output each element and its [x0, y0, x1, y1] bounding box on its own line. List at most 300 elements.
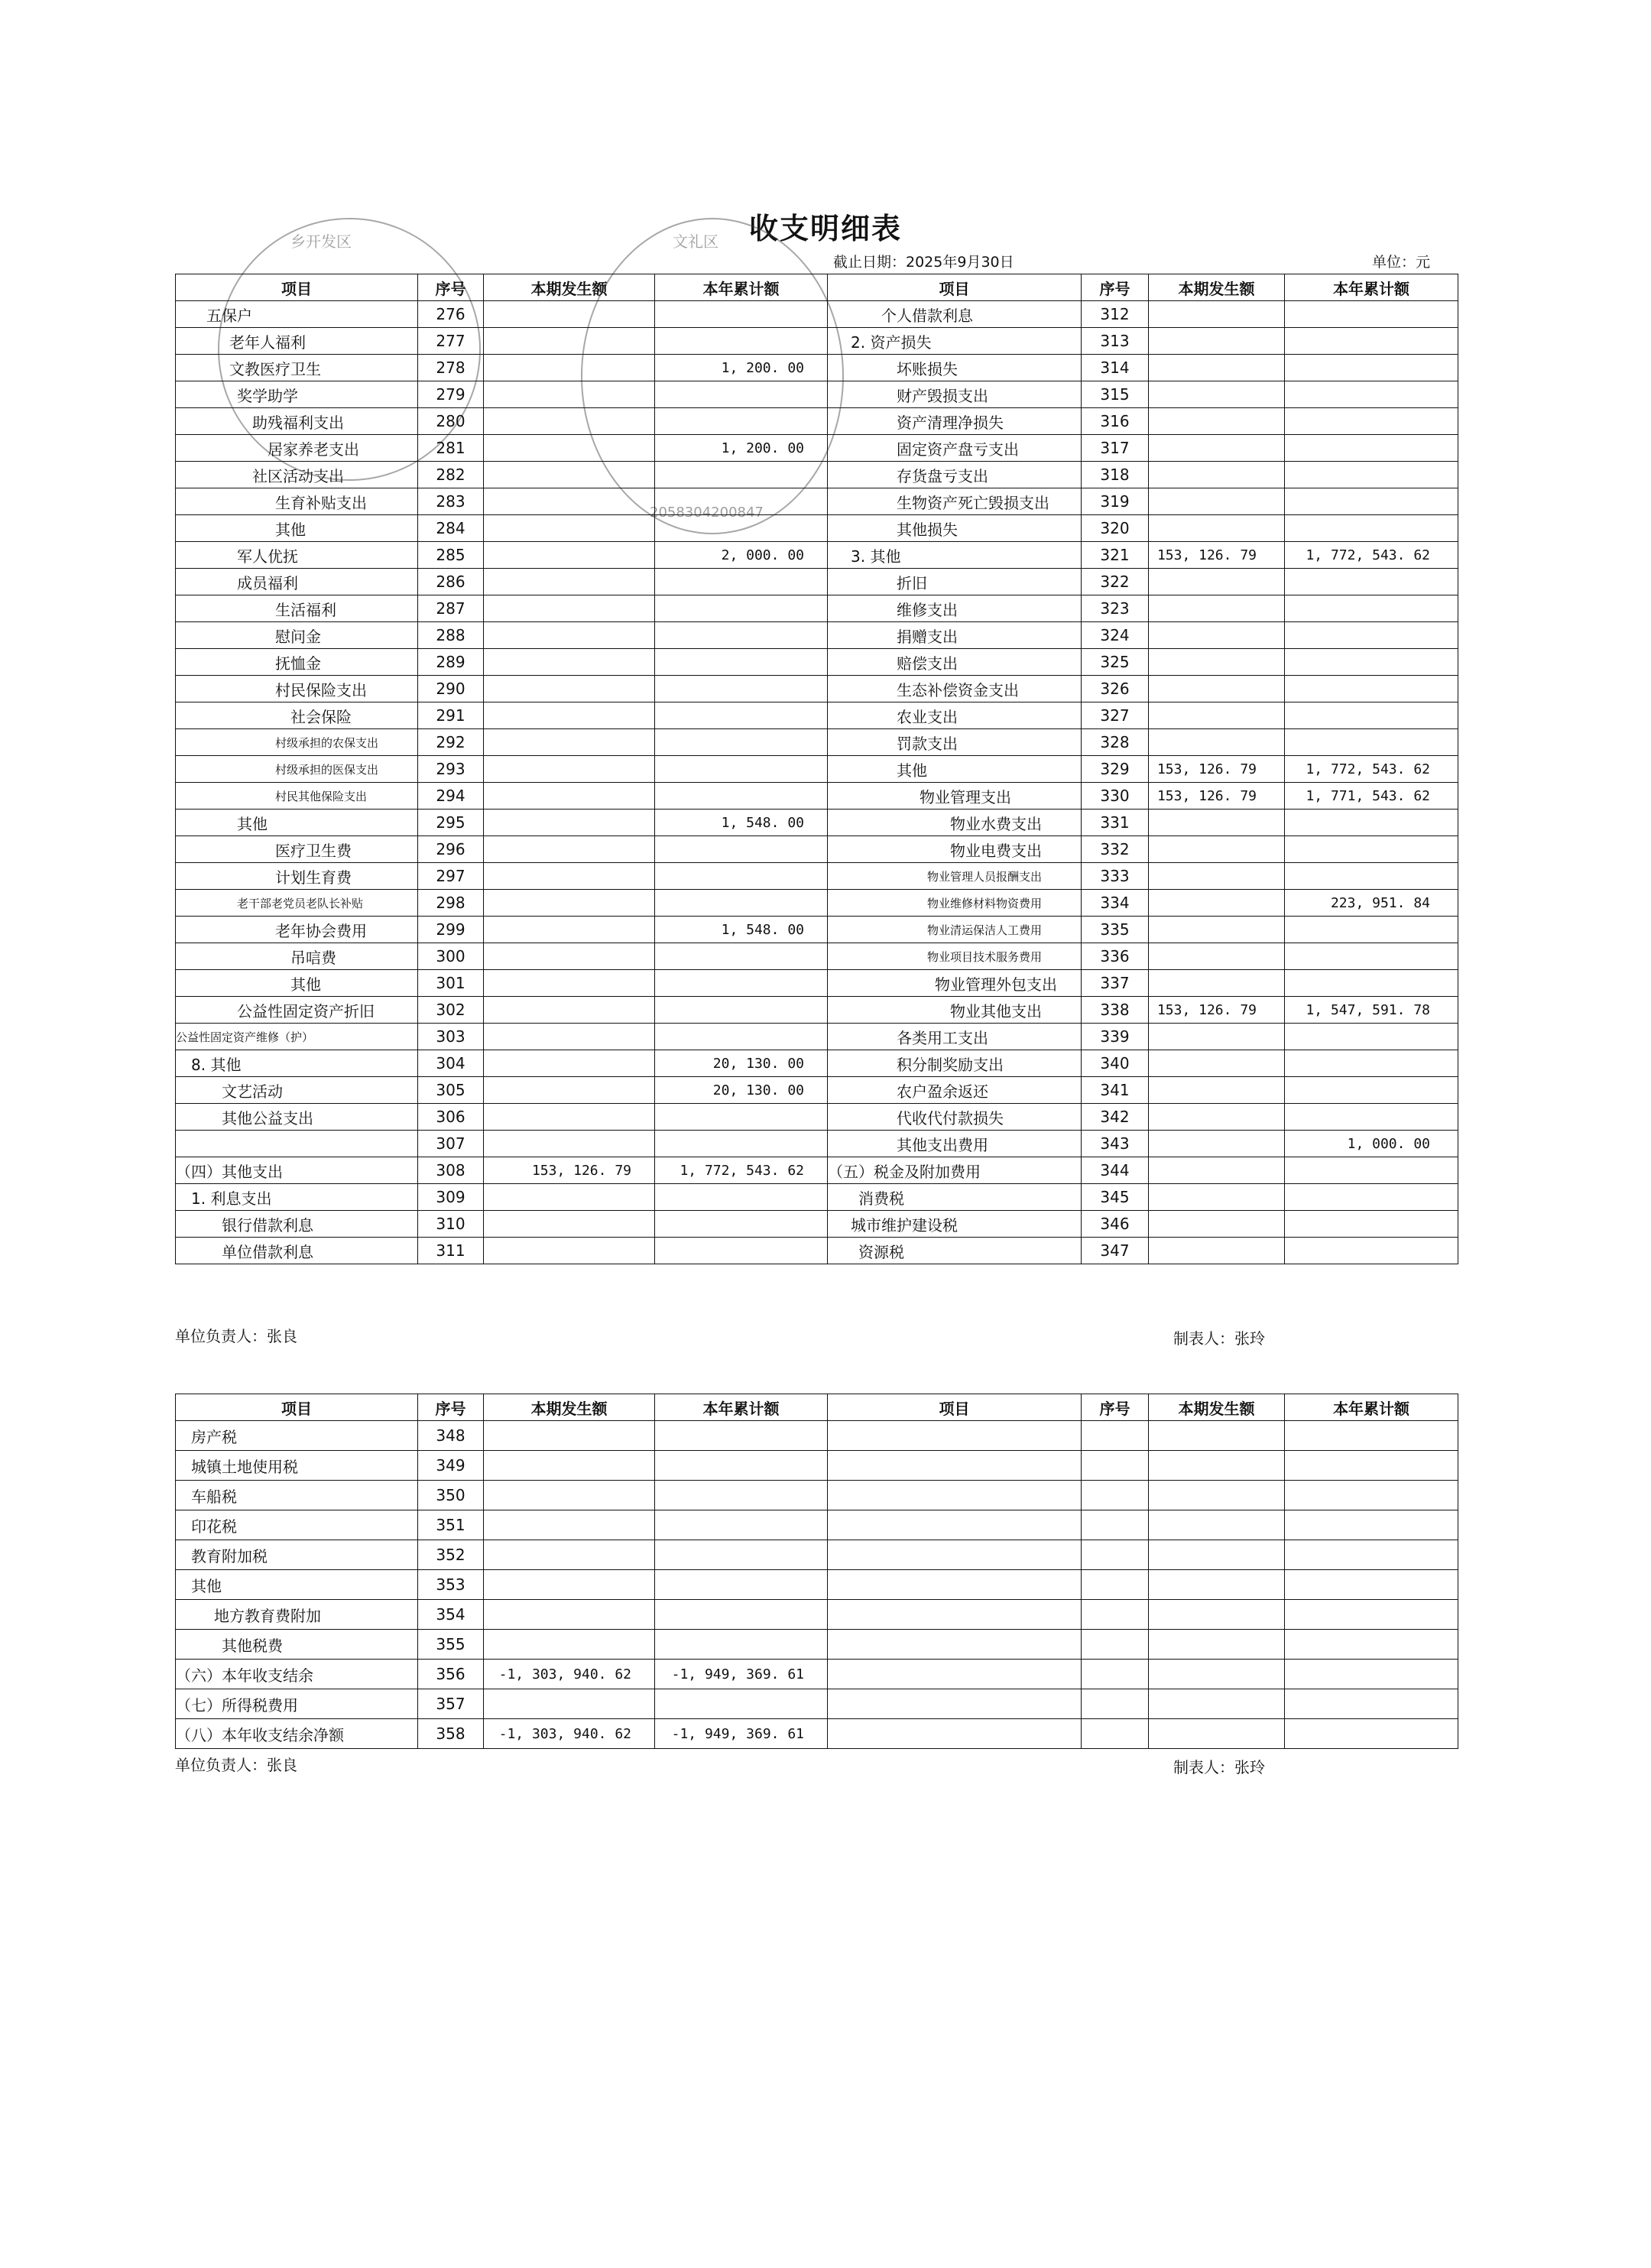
empty-cell — [828, 1451, 1082, 1481]
item-label: （四）其他支出 — [176, 1157, 418, 1184]
ytd-amount — [655, 1451, 828, 1481]
period-amount — [484, 783, 655, 810]
item-label: 抚恤金 — [176, 649, 418, 676]
seq-number: 352 — [418, 1540, 484, 1570]
header-ytd: 本年累计额 — [655, 1394, 828, 1421]
empty-cell — [1285, 1689, 1458, 1719]
seq-number: 288 — [418, 622, 484, 649]
seq-number: 314 — [1082, 355, 1149, 381]
empty-cell — [828, 1689, 1082, 1719]
table-row — [176, 1540, 1458, 1570]
item-label: 生态补偿资金支出 — [828, 676, 1082, 702]
period-amount — [1149, 462, 1285, 488]
period-amount — [484, 676, 655, 702]
period-amount — [1149, 488, 1285, 515]
seq-number: 330 — [1082, 783, 1149, 810]
seq-number: 356 — [418, 1660, 484, 1689]
ytd-amount — [655, 1689, 828, 1719]
seq-number: 350 — [418, 1481, 484, 1510]
ytd-amount: 1, 772, 543. 62 — [1285, 756, 1458, 783]
table-row — [176, 1510, 1458, 1540]
ytd-amount — [655, 1540, 828, 1570]
seq-number: 298 — [418, 890, 484, 917]
period-amount — [1149, 890, 1285, 917]
seq-number: 324 — [1082, 622, 1149, 649]
preparer: 制表人：张玲 — [1173, 1329, 1265, 1348]
empty-cell — [1149, 1510, 1285, 1540]
period-amount — [1149, 1211, 1285, 1238]
period-amount — [484, 729, 655, 756]
header-seq: 序号 — [1082, 274, 1149, 301]
item-label: 个人借款利息 — [828, 301, 1082, 328]
item-label: 房产税 — [176, 1421, 418, 1451]
item-label: 物业水费支出 — [828, 810, 1082, 836]
period-amount: -1, 303, 940. 62 — [484, 1660, 655, 1689]
empty-cell — [1285, 1600, 1458, 1630]
empty-cell — [1082, 1660, 1149, 1689]
empty-cell — [828, 1540, 1082, 1570]
seq-number: 341 — [1082, 1077, 1149, 1104]
ytd-amount — [655, 462, 828, 488]
unit-label: 单位：元 — [1372, 254, 1431, 271]
seq-number: 316 — [1082, 408, 1149, 435]
header-period: 本期发生额 — [484, 274, 655, 301]
seq-number: 322 — [1082, 569, 1149, 595]
item-label: 居家养老支出 — [176, 435, 418, 462]
ytd-amount — [655, 729, 828, 756]
table-row — [176, 1077, 1458, 1104]
seq-number: 331 — [1082, 810, 1149, 836]
item-label: 2. 资产损失 — [828, 328, 1082, 355]
empty-cell — [1149, 1451, 1285, 1481]
ytd-amount: 1, 200. 00 — [655, 355, 828, 381]
period-amount — [1149, 622, 1285, 649]
period-amount — [1149, 1184, 1285, 1211]
seq-number: 340 — [1082, 1050, 1149, 1077]
seq-number: 291 — [418, 702, 484, 729]
seq-number: 355 — [418, 1630, 484, 1660]
seq-number: 301 — [418, 970, 484, 997]
ytd-amount — [655, 676, 828, 702]
period-amount: 153, 126. 79 — [1149, 756, 1285, 783]
seq-number: 357 — [418, 1689, 484, 1719]
item-label: 赔偿支出 — [828, 649, 1082, 676]
period-amount — [484, 1421, 655, 1451]
period-amount — [484, 1451, 655, 1481]
ytd-amount: 223, 951. 84 — [1285, 890, 1458, 917]
header-item: 项目 — [176, 1394, 418, 1421]
period-amount — [1149, 355, 1285, 381]
period-amount — [1149, 1077, 1285, 1104]
ytd-amount — [1285, 943, 1458, 970]
period-amount — [484, 381, 655, 408]
ytd-amount — [655, 622, 828, 649]
table-row — [176, 542, 1458, 569]
empty-cell — [1149, 1719, 1285, 1749]
table-row — [176, 301, 1458, 328]
ytd-amount — [1285, 676, 1458, 702]
table-row — [176, 917, 1458, 943]
item-label: 五保户 — [176, 301, 418, 328]
period-amount — [484, 1540, 655, 1570]
item-label: 老年协会费用 — [176, 917, 418, 943]
header-period: 本期发生额 — [1149, 274, 1285, 301]
seq-number: 277 — [418, 328, 484, 355]
cutoff-date: 截止日期：2025年9月30日 — [833, 254, 1014, 271]
seq-number: 317 — [1082, 435, 1149, 462]
item-label — [176, 1131, 418, 1157]
item-label: 资源税 — [828, 1238, 1082, 1264]
header-ytd: 本年累计额 — [1285, 274, 1458, 301]
item-label: （八）本年收支结余净额 — [176, 1719, 418, 1749]
seq-number: 323 — [1082, 595, 1149, 622]
ytd-amount — [1285, 328, 1458, 355]
seq-number: 293 — [418, 756, 484, 783]
period-amount — [484, 462, 655, 488]
period-amount — [484, 542, 655, 569]
empty-cell — [1285, 1510, 1458, 1540]
period-amount — [484, 1131, 655, 1157]
ytd-amount — [655, 595, 828, 622]
period-amount — [1149, 836, 1285, 863]
period-amount — [1149, 569, 1285, 595]
item-label: 社会保险 — [176, 702, 418, 729]
ytd-amount: 1, 548. 00 — [655, 810, 828, 836]
period-amount — [1149, 943, 1285, 970]
empty-cell — [1285, 1540, 1458, 1570]
seq-number: 309 — [418, 1184, 484, 1211]
empty-cell — [1285, 1570, 1458, 1600]
item-label: （七）所得税费用 — [176, 1689, 418, 1719]
empty-cell — [1149, 1689, 1285, 1719]
seq-number: 292 — [418, 729, 484, 756]
table-row — [176, 408, 1458, 435]
item-label: 文艺活动 — [176, 1077, 418, 1104]
ytd-amount — [1285, 515, 1458, 542]
item-label: 物业管理支出 — [828, 783, 1082, 810]
ytd-amount — [655, 943, 828, 970]
item-label: 物业其他支出 — [828, 997, 1082, 1024]
seq-number: 294 — [418, 783, 484, 810]
period-amount — [484, 435, 655, 462]
seq-number: 312 — [1082, 301, 1149, 328]
ytd-amount: 20, 130. 00 — [655, 1077, 828, 1104]
ytd-amount — [1285, 970, 1458, 997]
table-row — [176, 783, 1458, 810]
ytd-amount — [1285, 1077, 1458, 1104]
header-seq: 序号 — [1082, 1394, 1149, 1421]
table-row — [176, 1421, 1458, 1451]
ytd-amount — [1285, 1184, 1458, 1211]
seq-number: 276 — [418, 301, 484, 328]
table-row — [176, 1131, 1458, 1157]
seq-number: 344 — [1082, 1157, 1149, 1184]
ytd-amount — [655, 408, 828, 435]
ytd-amount — [1285, 435, 1458, 462]
ytd-amount: 1, 547, 591. 78 — [1285, 997, 1458, 1024]
ytd-amount: 2, 000. 00 — [655, 542, 828, 569]
header-item: 项目 — [828, 274, 1082, 301]
item-label: 存货盘亏支出 — [828, 462, 1082, 488]
header-period: 本期发生额 — [1149, 1394, 1285, 1421]
item-label: 积分制奖励支出 — [828, 1050, 1082, 1077]
item-label: 固定资产盘亏支出 — [828, 435, 1082, 462]
empty-cell — [1285, 1630, 1458, 1660]
seq-number: 303 — [418, 1024, 484, 1050]
period-amount — [484, 622, 655, 649]
seq-number: 313 — [1082, 328, 1149, 355]
item-label: 物业电费支出 — [828, 836, 1082, 863]
ytd-amount — [1285, 1157, 1458, 1184]
item-label: 8. 其他 — [176, 1050, 418, 1077]
seq-number: 326 — [1082, 676, 1149, 702]
seq-number: 278 — [418, 355, 484, 381]
seq-number: 296 — [418, 836, 484, 863]
period-amount — [484, 1024, 655, 1050]
period-amount — [1149, 435, 1285, 462]
seq-number: 287 — [418, 595, 484, 622]
table-row — [176, 943, 1458, 970]
item-label: 城市维护建设税 — [828, 1211, 1082, 1238]
seq-number: 336 — [1082, 943, 1149, 970]
seq-number: 281 — [418, 435, 484, 462]
ytd-amount — [1285, 301, 1458, 328]
item-label: 医疗卫生费 — [176, 836, 418, 863]
ytd-amount — [1285, 569, 1458, 595]
period-amount — [484, 1689, 655, 1719]
ytd-amount: -1, 949, 369. 61 — [655, 1719, 828, 1749]
period-amount — [484, 328, 655, 355]
item-label: 代收代付款损失 — [828, 1104, 1082, 1131]
empty-cell — [828, 1481, 1082, 1510]
table-row — [176, 488, 1458, 515]
ytd-amount: 1, 548. 00 — [655, 917, 828, 943]
seq-number: 284 — [418, 515, 484, 542]
seq-number: 351 — [418, 1510, 484, 1540]
seq-number: 315 — [1082, 381, 1149, 408]
table-row — [176, 890, 1458, 917]
seq-number: 325 — [1082, 649, 1149, 676]
ytd-amount — [655, 863, 828, 890]
seq-number: 308 — [418, 1157, 484, 1184]
empty-cell — [1149, 1630, 1285, 1660]
seq-number: 358 — [418, 1719, 484, 1749]
period-amount — [484, 970, 655, 997]
period-amount — [1149, 381, 1285, 408]
empty-cell — [1149, 1660, 1285, 1689]
item-label: 村级承担的农保支出 — [176, 729, 418, 756]
period-amount: 153, 126. 79 — [1149, 542, 1285, 569]
ytd-amount: 1, 000. 00 — [1285, 1131, 1458, 1157]
period-amount: -1, 303, 940. 62 — [484, 1719, 655, 1749]
table-row — [176, 1660, 1458, 1689]
seq-number: 282 — [418, 462, 484, 488]
period-amount: 153, 126. 79 — [1149, 783, 1285, 810]
table-row — [176, 1630, 1458, 1660]
ytd-amount — [655, 1184, 828, 1211]
empty-cell — [828, 1630, 1082, 1660]
seq-number: 295 — [418, 810, 484, 836]
period-amount — [484, 488, 655, 515]
period-amount — [484, 1510, 655, 1540]
seq-number: 339 — [1082, 1024, 1149, 1050]
item-label: 农户盈余返还 — [828, 1077, 1082, 1104]
period-amount — [1149, 328, 1285, 355]
table-row — [176, 1451, 1458, 1481]
seq-number: 343 — [1082, 1131, 1149, 1157]
seq-number: 334 — [1082, 890, 1149, 917]
period-amount — [484, 702, 655, 729]
seq-number: 318 — [1082, 462, 1149, 488]
ytd-amount — [1285, 702, 1458, 729]
period-amount — [1149, 917, 1285, 943]
period-amount — [1149, 408, 1285, 435]
ytd-amount — [655, 836, 828, 863]
item-label: 其他支出费用 — [828, 1131, 1082, 1157]
item-label: 村民保险支出 — [176, 676, 418, 702]
period-amount — [484, 836, 655, 863]
period-amount — [484, 408, 655, 435]
item-label: 农业支出 — [828, 702, 1082, 729]
table-row — [176, 1050, 1458, 1077]
ytd-amount — [655, 1131, 828, 1157]
seq-number: 319 — [1082, 488, 1149, 515]
empty-cell — [1082, 1451, 1149, 1481]
item-label: 军人优抚 — [176, 542, 418, 569]
item-label: 资产清理净损失 — [828, 408, 1082, 435]
seq-number: 283 — [418, 488, 484, 515]
table-row — [176, 1689, 1458, 1719]
item-label: 其他税费 — [176, 1630, 418, 1660]
ytd-amount — [655, 970, 828, 997]
ytd-amount — [655, 1024, 828, 1050]
empty-cell — [828, 1600, 1082, 1630]
ytd-amount — [1285, 917, 1458, 943]
item-label: 吊唁费 — [176, 943, 418, 970]
period-amount — [1149, 729, 1285, 756]
empty-cell — [828, 1660, 1082, 1689]
seq-number: 307 — [418, 1131, 484, 1157]
period-amount — [484, 943, 655, 970]
ytd-amount — [1285, 462, 1458, 488]
seq-number: 311 — [418, 1238, 484, 1264]
item-label: 维修支出 — [828, 595, 1082, 622]
item-label: 助残福利支出 — [176, 408, 418, 435]
ytd-amount: -1, 949, 369. 61 — [655, 1660, 828, 1689]
ytd-amount — [655, 301, 828, 328]
ytd-amount — [1285, 622, 1458, 649]
seq-number: 285 — [418, 542, 484, 569]
item-label: 其他 — [176, 970, 418, 997]
period-amount — [484, 917, 655, 943]
period-amount — [1149, 595, 1285, 622]
item-label: 单位借款利息 — [176, 1238, 418, 1264]
empty-cell — [1149, 1481, 1285, 1510]
seq-number: 337 — [1082, 970, 1149, 997]
seq-number: 289 — [418, 649, 484, 676]
period-amount — [484, 1481, 655, 1510]
ytd-amount — [655, 1211, 828, 1238]
ytd-amount — [1285, 863, 1458, 890]
seq-number: 286 — [418, 569, 484, 595]
item-label: 物业清运保洁人工费用 — [828, 917, 1082, 943]
ytd-amount — [1285, 381, 1458, 408]
seq-number: 328 — [1082, 729, 1149, 756]
ytd-amount: 1, 771, 543. 62 — [1285, 783, 1458, 810]
item-label: 成员福利 — [176, 569, 418, 595]
table-row — [176, 997, 1458, 1024]
seq-number: 304 — [418, 1050, 484, 1077]
ytd-amount — [1285, 408, 1458, 435]
period-amount — [484, 595, 655, 622]
period-amount — [484, 756, 655, 783]
seq-number: 280 — [418, 408, 484, 435]
item-label: 奖学助学 — [176, 381, 418, 408]
item-label: 老年人福利 — [176, 328, 418, 355]
period-amount — [1149, 702, 1285, 729]
item-label: 其他 — [828, 756, 1082, 783]
item-label: 社区活动支出 — [176, 462, 418, 488]
item-label: 物业维修材料物资费用 — [828, 890, 1082, 917]
table-row — [176, 1211, 1458, 1238]
item-label: 慰问金 — [176, 622, 418, 649]
seq-number: 335 — [1082, 917, 1149, 943]
ytd-amount — [655, 1238, 828, 1264]
table-row — [176, 970, 1458, 997]
seq-number: 353 — [418, 1570, 484, 1600]
period-amount — [1149, 676, 1285, 702]
table-row — [176, 1157, 1458, 1184]
seq-number: 320 — [1082, 515, 1149, 542]
table-row — [176, 649, 1458, 676]
item-label: 城镇土地使用税 — [176, 1451, 418, 1481]
table-row — [176, 676, 1458, 702]
header-period: 本期发生额 — [484, 1394, 655, 1421]
ytd-amount: 1, 772, 543. 62 — [655, 1157, 828, 1184]
seq-number: 310 — [418, 1211, 484, 1238]
period-amount — [484, 810, 655, 836]
seal-stamp-left-text: 乡开发区 — [290, 232, 352, 251]
ytd-amount — [1285, 836, 1458, 863]
empty-cell — [1285, 1481, 1458, 1510]
empty-cell — [1082, 1421, 1149, 1451]
item-label: （五）税金及附加费用 — [828, 1157, 1082, 1184]
preparer-2: 制表人：张玲 — [1173, 1758, 1265, 1776]
empty-cell — [1149, 1540, 1285, 1570]
period-amount — [484, 1104, 655, 1131]
seq-number: 342 — [1082, 1104, 1149, 1131]
period-amount — [484, 1238, 655, 1264]
period-amount — [1149, 970, 1285, 997]
seal-stamp-code: 2058304200847 — [650, 505, 764, 521]
table-row — [176, 462, 1458, 488]
table-row — [176, 756, 1458, 783]
period-amount — [1149, 1238, 1285, 1264]
header-seq: 序号 — [418, 274, 484, 301]
ytd-amount — [1285, 1024, 1458, 1050]
item-label: 村民其他保险支出 — [176, 783, 418, 810]
seq-number: 349 — [418, 1451, 484, 1481]
empty-cell — [1149, 1421, 1285, 1451]
ytd-amount: 1, 772, 543. 62 — [1285, 542, 1458, 569]
ytd-amount — [1285, 1050, 1458, 1077]
item-label: （六）本年收支结余 — [176, 1660, 418, 1689]
table-row — [176, 381, 1458, 408]
item-label: 捐赠支出 — [828, 622, 1082, 649]
seq-number: 345 — [1082, 1184, 1149, 1211]
item-label: 物业管理外包支出 — [828, 970, 1082, 997]
item-label: 1. 利息支出 — [176, 1184, 418, 1211]
